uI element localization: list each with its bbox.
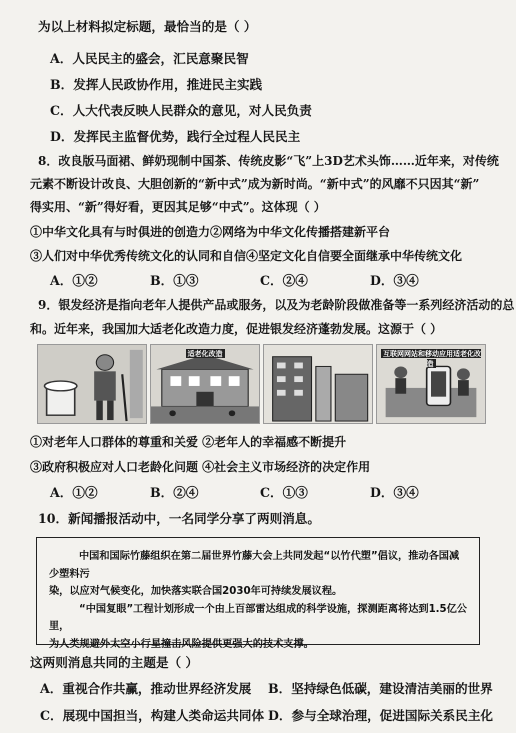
q9-choice-a[interactable]: A．①②	[50, 485, 98, 500]
q9-choice-b[interactable]: B．②④	[150, 485, 199, 500]
news2-line1: “中国复眼”工程计划形成一个由上百部雷达组成的科学设施，探测距离将达到1.5亿公里，	[49, 603, 467, 632]
news-box	[36, 537, 480, 650]
q8-choice-a[interactable]: A．①②	[50, 273, 98, 288]
q8-choices	[50, 273, 419, 289]
q9-caption-1: 适老化改造	[187, 349, 223, 358]
community-renovation-image	[150, 344, 260, 424]
q8-choice-c[interactable]: C．②④	[260, 273, 308, 288]
q10-option-c[interactable]: C．展现中国担当，构建人类命运共同体	[40, 708, 265, 723]
q9-choices	[50, 485, 419, 501]
q9-stem-line2: 和。近年来，我国加大适老化改造力度，促进银发经济蓬勃发展。这源于（ ）	[30, 322, 443, 336]
q9-choice-d[interactable]: D．③④	[370, 485, 419, 500]
q9-statements-1: ①对老年人口群体的尊重和关爱 ②老年人的幸福感不断提升	[30, 435, 347, 449]
elevator-building-image	[263, 344, 373, 424]
news2-line2: 为人类规避外太空小行星撞击风险提供更强大的技术支撑。	[49, 638, 314, 650]
q8-stem-line1: 8．改良版马面裙、鲜奶现制中国茶、传统皮影“飞”上3D艺术头饰……近年来，对传统	[38, 154, 499, 168]
q8-statements-2: ③人们对中华优秀传统文化的认同和自信④坚定文化自信要全面继承中华传统文化	[30, 249, 463, 263]
q9-image-strip	[37, 344, 486, 424]
q7-stem: 为以上材料拟定标题，最恰当的是（ ）	[38, 19, 257, 34]
q7-option-a[interactable]: A．人民民主的盛会，汇民意聚民智	[50, 51, 249, 66]
q8-stem-line2: 元素不断设计改良、大胆创新的“新中式”成为新时尚。“新中式”的风靡不只因其“新”	[30, 177, 480, 191]
q9-caption-2: 互联网网站和移动应用适老化改造	[383, 349, 481, 368]
q8-stem-line3: 得实用、“新”得好看，更因其足够“中式”。这体现（ ）	[30, 200, 326, 214]
news1-line2: 染，以应对气候变化，加快落实联合国2030年可持续发展议程。	[49, 586, 343, 597]
q8-choice-b[interactable]: B．①③	[150, 273, 199, 288]
q10-option-d[interactable]: D．参与全球治理，促进国际关系民主化	[268, 708, 494, 723]
q7-option-b[interactable]: B．发挥人民政协作用，推进民主实践	[50, 77, 263, 92]
q7-option-c[interactable]: C．人大代表反映人民群众的意见，对人民负责	[50, 103, 312, 118]
q9-choice-c[interactable]: C．①③	[260, 485, 308, 500]
news1-line1: 中国和国际竹藤组织在第二届世界竹藤大会上共同发起“以竹代塑”倡议，推动各国减少塑料污	[49, 551, 460, 580]
q10-option-a[interactable]: A．重视合作共赢，推动世界经济发展	[40, 681, 252, 696]
q7-option-d[interactable]: D．发挥民主监督优势，践行全过程人民民主	[50, 129, 301, 144]
q10-options-row1	[40, 681, 493, 697]
q10-options-row2	[40, 708, 493, 724]
q10-stem: 10．新闻播报活动中，一名同学分享了两则消息。	[38, 511, 320, 526]
q8-choice-d[interactable]: D．③④	[370, 273, 419, 288]
elderly-toilet-image	[37, 344, 147, 424]
q8-statements-1: ①中华文化具有与时俱进的创造力②网络为中华文化传播搭建新平台	[30, 225, 391, 239]
app-aging-adaptation-image	[376, 344, 486, 424]
q10-option-b[interactable]: B．坚持绿色低碳，建设清洁美丽的世界	[268, 681, 493, 696]
q9-statements-2: ③政府积极应对人口老龄化问题 ④社会主义市场经济的决定作用	[30, 460, 371, 474]
q10-question: 这两则消息共同的主题是（ ）	[30, 655, 199, 670]
q9-stem-line1: 9．银发经济是指向老年人提供产品或服务，以及为老龄阶段做准备等一系列经济活动的总	[38, 298, 515, 312]
